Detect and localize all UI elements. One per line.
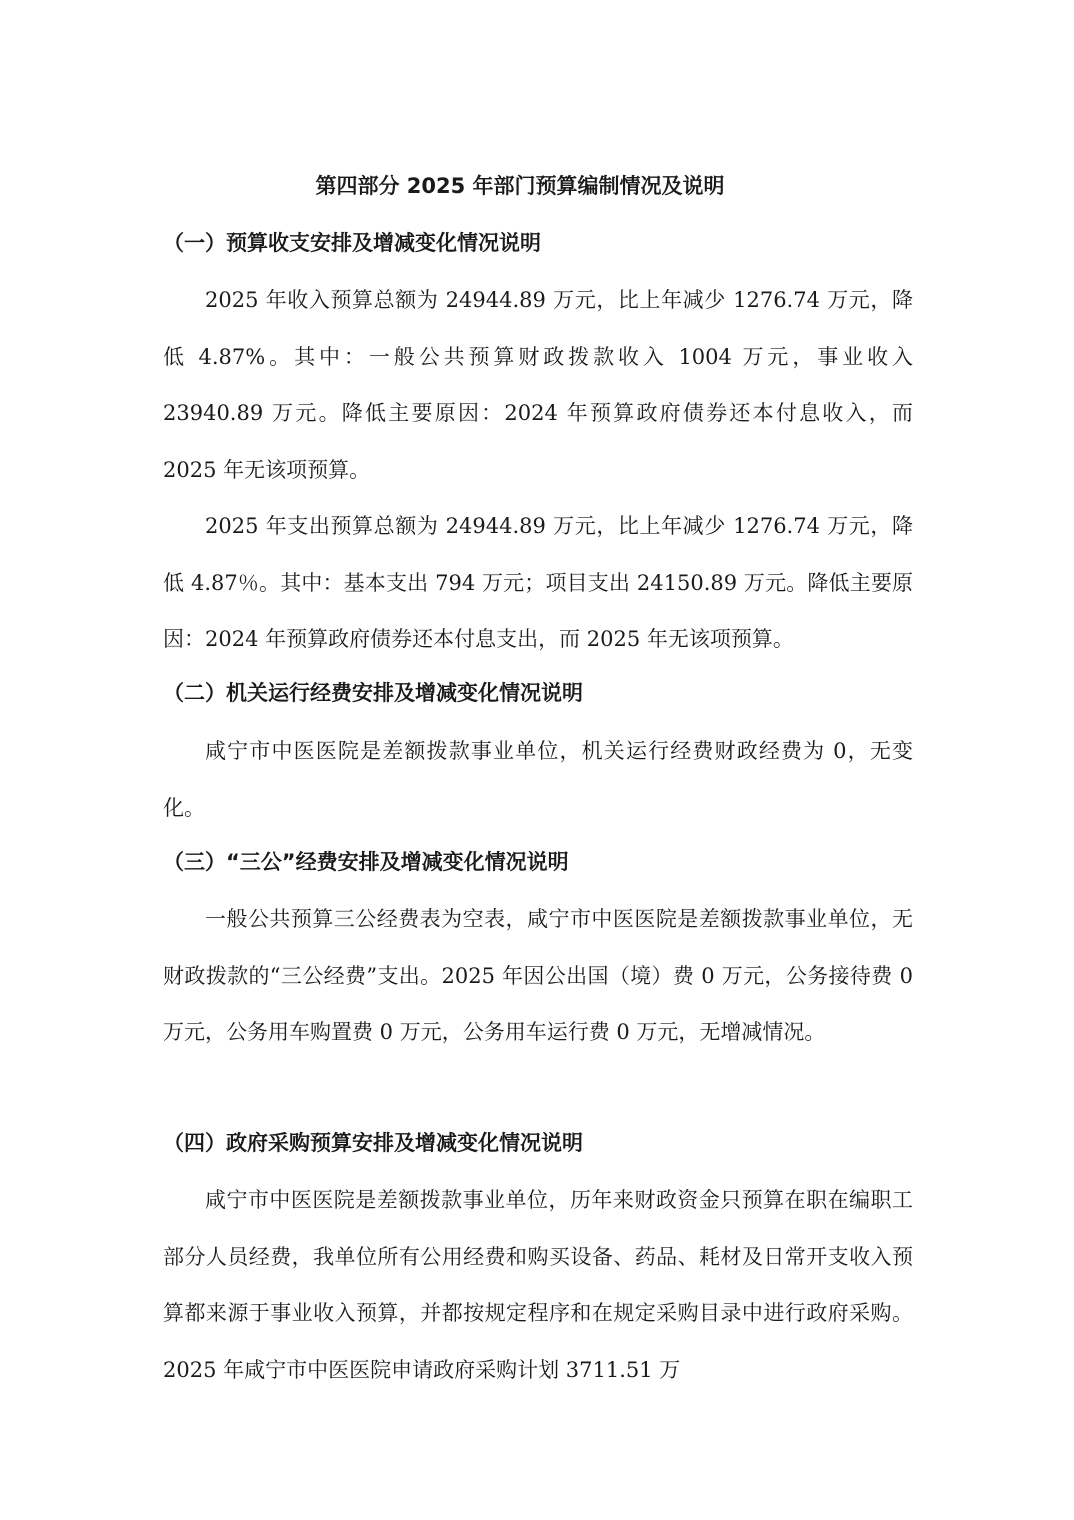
section-heading-4: （四）政府采购预算安排及增减变化情况说明 <box>163 1131 583 1155</box>
section-heading-1: （一）预算收支安排及增减变化情况说明 <box>163 231 541 255</box>
section-1-paragraph-2: 2025 年支出预算总额为 24944.89 万元，比上年减少 1276.74 万元，降低 4.87％。其中：基本支出 794 万元；项目支出 24150.89 万元。降低主要原因：2024 年预算政府债券还本付息支出，而 2025 年无该项预算。 <box>163 514 913 651</box>
section-1-paragraph-1: 2025 年收入预算总额为 24944.89 万元，比上年减少 1276.74 万元，降低 4.87%。其中：一般公共预算财政拨款收入 1004 万元，事业收入 23940.89 万元。降低主要原因：2024 年预算政府债券还本付息收入，而 2025 年无该项预算。 <box>163 288 913 482</box>
section-2-paragraph-1: 咸宁市中医医院是差额拨款事业单位，机关运行经费财政经费为 0，无变化。 <box>163 739 913 820</box>
section-4-paragraph-1: 咸宁市中医医院是差额拨款事业单位，历年来财政资金只预算在职在编职工部分人员经费，我单位所有公用经费和购买设备、药品、耗材及日常开支收入预算都来源于事业收入预算，并都按规定程序和在规定采购目录中进行政府采购。2025 年咸宁市中医医院申请政府采购计划 3711.51 万 <box>163 1188 913 1382</box>
section-heading-2: （二）机关运行经费安排及增减变化情况说明 <box>163 681 583 705</box>
page-title: 第四部分 2025 年部门预算编制情况及说明 <box>315 174 725 198</box>
section-heading-3: （三）“三公”经费安排及增减变化情况说明 <box>163 850 569 874</box>
section-3-paragraph-1: 一般公共预算三公经费表为空表，咸宁市中医医院是差额拨款事业单位，无财政拨款的“三公经费”支出。2025 年因公出国（境）费 0 万元，公务接待费 0 万元，公务用车购置费 0 万元，公务用车运行费 0 万元，无增减情况。 <box>163 907 913 1044</box>
